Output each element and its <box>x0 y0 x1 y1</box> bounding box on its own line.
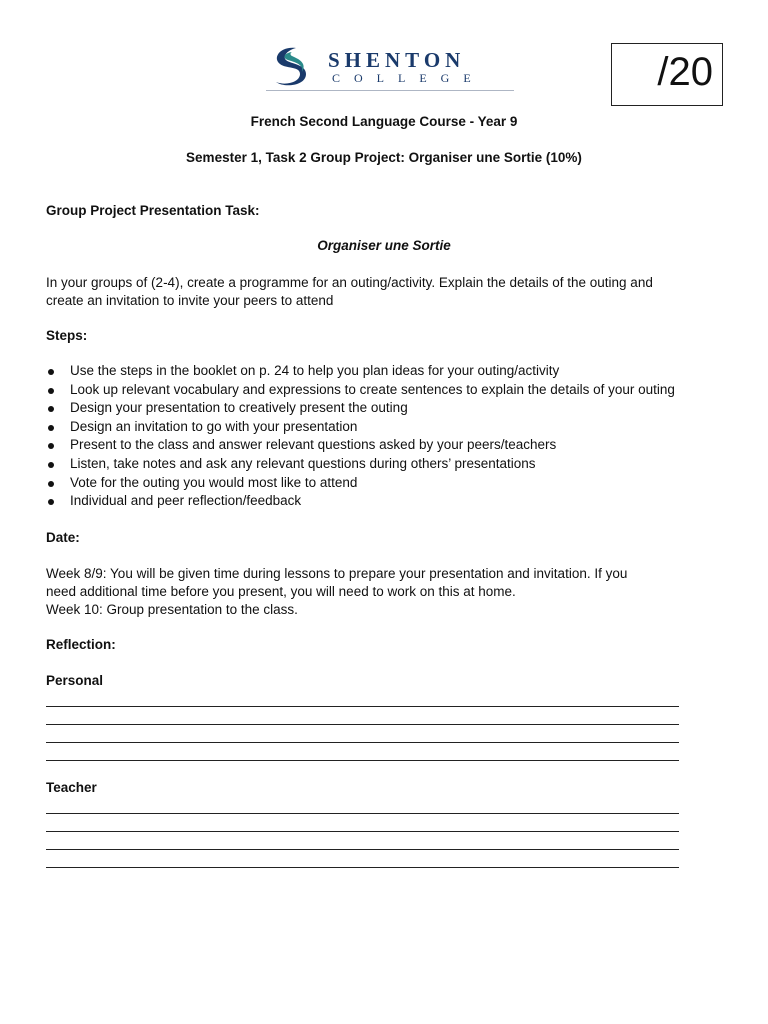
list-item <box>46 436 675 455</box>
teacher-answer-line[interactable] <box>46 849 679 850</box>
logo-underline <box>266 90 514 91</box>
college-logo <box>266 44 514 92</box>
score-box <box>611 43 723 106</box>
personal-answer-line[interactable] <box>46 760 679 761</box>
date-heading: Date: <box>46 530 80 545</box>
bullet-icon <box>48 481 54 487</box>
step-text: Design an invitation to go with your presentation <box>70 418 358 434</box>
list-item <box>46 492 675 511</box>
list-item <box>46 474 675 493</box>
list-item <box>46 418 675 437</box>
personal-answer-line[interactable] <box>46 742 679 743</box>
step-text: Present to the class and answer relevant questions asked by your peers/teachers <box>70 437 557 453</box>
personal-answer-line[interactable] <box>46 724 679 725</box>
step-text: Look up relevant vocabulary and expressions to create sentences to explain the details of your outing <box>70 381 675 397</box>
date-line-3: Week 10: Group presentation to the class. <box>46 602 298 617</box>
teacher-label: Teacher <box>46 780 97 795</box>
score-text: /20 <box>657 50 713 94</box>
bullet-icon <box>48 388 54 394</box>
reflection-heading: Reflection: <box>46 637 116 652</box>
bullet-icon <box>48 462 54 468</box>
teacher-answer-line[interactable] <box>46 813 679 814</box>
project-title: Organiser une Sortie <box>317 238 451 253</box>
teacher-answer-line[interactable] <box>46 867 679 868</box>
college-emblem-icon <box>266 44 314 88</box>
bullet-icon <box>48 443 54 449</box>
list-item <box>46 381 675 400</box>
intro-line-1: In your groups of (2-4), create a programme for an outing/activity. Explain the details of the outing and <box>46 275 653 290</box>
bullet-icon <box>48 499 54 505</box>
step-text: Listen, take notes and ask any relevant questions during others’ presentations <box>70 455 536 471</box>
logo-name-text: SHENTON <box>328 48 466 72</box>
teacher-answer-line[interactable] <box>46 831 679 832</box>
bullet-icon <box>48 369 54 375</box>
bullet-icon <box>48 406 54 412</box>
step-text: Design your presentation to creatively present the outing <box>70 400 408 416</box>
date-line-1: Week 8/9: You will be given time during lessons to prepare your presentation and invitation. If you <box>46 566 628 581</box>
intro-line-2: create an invitation to invite your peers to attend <box>46 293 334 308</box>
list-item <box>46 399 675 418</box>
personal-answer-line[interactable] <box>46 706 679 707</box>
step-text: Vote for the outing you would most like to attend <box>70 474 358 490</box>
course-title: French Second Language Course - Year 9 <box>250 114 518 129</box>
list-item <box>46 362 675 381</box>
task-title: Semester 1, Task 2 Group Project: Organiser une Sortie (10%) <box>186 150 582 165</box>
personal-label: Personal <box>46 673 104 688</box>
section-heading: Group Project Presentation Task: <box>46 203 260 218</box>
bullet-icon <box>48 425 54 431</box>
step-text: Individual and peer reflection/feedback <box>70 493 302 509</box>
step-text: Use the steps in the booklet on p. 24 to help you plan ideas for your outing/activity <box>70 363 560 378</box>
steps-heading: Steps: <box>46 328 88 343</box>
logo-sub-text: COLLEGE <box>332 71 485 85</box>
date-line-2: need additional time before you present, you will need to work on this at home. <box>46 584 516 599</box>
list-item <box>46 455 675 474</box>
steps-list <box>46 362 675 511</box>
